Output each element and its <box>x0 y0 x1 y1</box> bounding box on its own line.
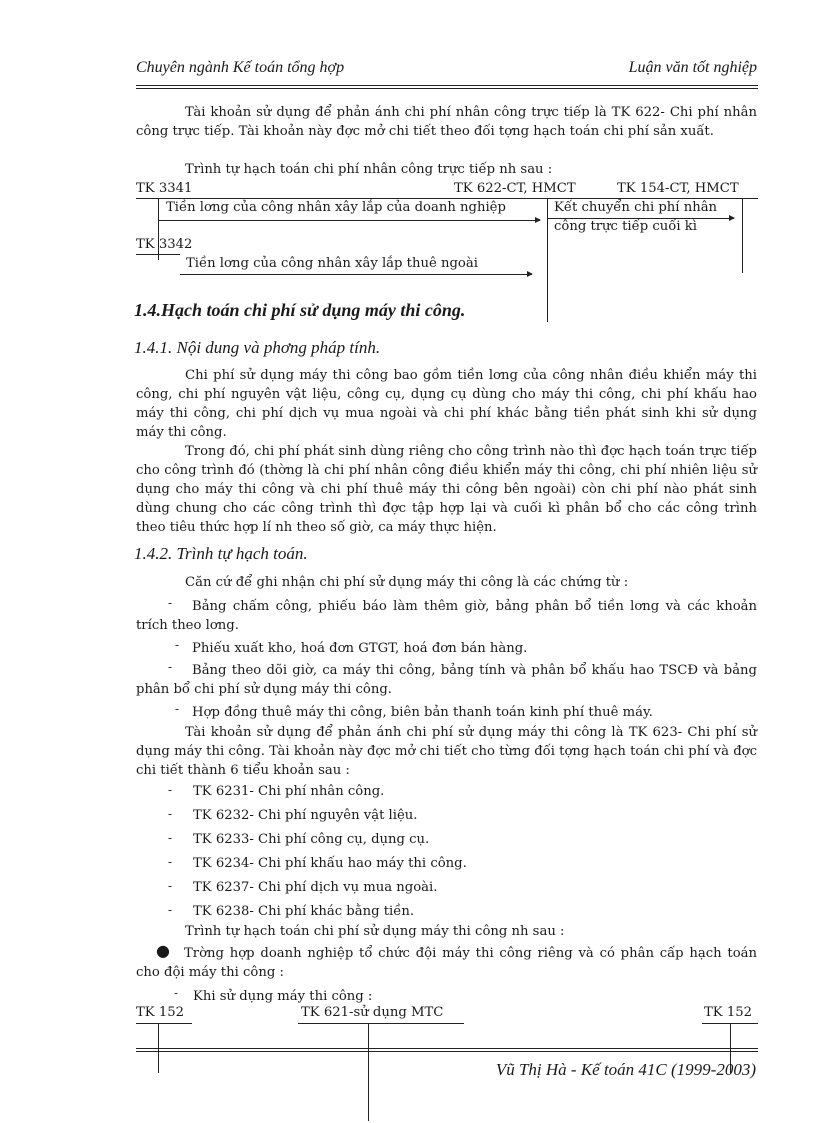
list-dash: - <box>168 879 173 893</box>
paragraph-cost-composition: Chi phí sử dụng máy thi công bao gồm tiền lơng của công nhân điều khiển máy thi công, chi phí nguyên vật liệu, công cụ, dụng cụ dùng cho máy thi công, chi phí khấu hao máy thi công, chi phí dịch vụ mua ngoài và chi phí khác bằng tiền phát sinh khi sử dụng máy thi công. <box>136 368 757 440</box>
header-rule <box>136 85 758 86</box>
list-dash: - <box>175 638 180 652</box>
account-tk3341: TK 3341 <box>136 181 193 196</box>
list-dash: - <box>168 596 173 610</box>
paragraph-documents-intro: Căn cứ để ghi nhận chi phí sử dụng máy thi công là các chứng từ : <box>185 575 629 590</box>
tk621-tline <box>368 1023 369 1121</box>
subaccount-item: TK 6232- Chi phí nguyên vật liệu. <box>193 808 418 823</box>
header-right: Luận văn tốt nghiệp <box>628 59 757 76</box>
account-tk154: TK 154-CT, HMCT <box>617 181 739 196</box>
subaccount-item: TK 6231- Chi phí nhân công. <box>193 784 385 799</box>
list-item: Hợp đồng thuê máy thi công, biên bản thanh toán kinh phí thuê máy. <box>192 705 653 720</box>
list-dash: - <box>175 702 180 716</box>
account-tk621: TK 621-sử dụng MTC <box>301 1005 444 1020</box>
header-rule-2 <box>136 88 758 89</box>
subaccount-item: TK 6238- Chi phí khác bằng tiền. <box>193 904 415 919</box>
list-item: Phiếu xuất kho, hoá đơn GTGT, hoá đơn bán hàng. <box>192 641 528 656</box>
flow-labor-outsourced: Tiền lơng của công nhân xây lắp thuê ngoài <box>186 256 478 271</box>
arrow-labor-enterprise <box>158 220 540 221</box>
subsection-heading-1-4-1: 1.4.1. Nội dung và phơng pháp tính. <box>134 338 381 357</box>
bullet-icon: ● <box>156 941 170 960</box>
account-tk152-right: TK 152 <box>704 1005 753 1020</box>
account-tk152-left: TK 152 <box>136 1005 185 1020</box>
section-heading-1-4: 1.4.Hạch toán chi phí sử dụng máy thi công. <box>134 300 466 320</box>
subaccount-item: TK 6233- Chi phí công cụ, dụng cụ. <box>193 832 430 847</box>
bullet-paragraph: Trờng hợp doanh nghiệp tổ chức đội máy thi công riêng và có phân cấp hạch toán cho đội máy thi công : <box>136 946 757 980</box>
intro-sequence-line: Trình tự hạch toán chi phí nhân công trực tiếp nh sau : <box>185 162 553 177</box>
account-tk622: TK 622-CT, HMCT <box>454 181 576 196</box>
footer-rule <box>136 1048 758 1049</box>
footer-author: Vũ Thị Hà - Kế toán 41C (1999-2003) <box>495 1060 756 1079</box>
flow-transfer-line2: công trực tiếp cuối kì <box>554 219 697 234</box>
header-left: Chuyên ngành Kế toán tổng hợp <box>136 59 345 76</box>
list-dash: - <box>168 783 173 797</box>
tk622-tline <box>547 198 548 322</box>
diagram1-baseline <box>136 198 758 199</box>
tk152-left-baseline <box>136 1023 192 1024</box>
list-dash: - <box>174 986 179 1000</box>
account-tk3342: TK 3342 <box>136 237 193 252</box>
arrow-labor-outsourced <box>180 274 532 275</box>
paragraph-tk623: Tài khoản sử dụng để phản ánh chi phí sử dụng máy thi công là TK 623- Chi phí sử dụng máy thi công. Tài khoản này đợc mở chi tiết cho từng đối tợng hạch toán chi phí và đợc chi tiết thành 6 tiểu khoản sau : <box>136 725 757 778</box>
subsection-heading-1-4-2: 1.4.2. Trình tự hạch toán. <box>134 544 308 563</box>
list-item: Bảng theo dõi giờ, ca máy thi công, bảng tính và phân bổ khấu hao TSCĐ và bảng phân bổ chi phí sử dụng máy thi công. <box>136 663 757 697</box>
list-dash: - <box>168 807 173 821</box>
list-dash: - <box>168 855 173 869</box>
flow-transfer-line1: Kết chuyển chi phí nhân <box>554 200 718 215</box>
arrow-transfer <box>548 218 734 219</box>
tk621-baseline <box>298 1023 464 1024</box>
list-dash: - <box>168 660 173 674</box>
intro-paragraph: Tài khoản sử dụng để phản ánh chi phí nhân công trực tiếp là TK 622- Chi phí nhân công trực tiếp. Tài khoản này đợc mở chi tiết theo đối tợng hạch toán chi phí sản xuất. <box>136 105 757 139</box>
footer-rule-2 <box>136 1051 758 1052</box>
subaccount-item: TK 6237- Chi phí dịch vụ mua ngoài. <box>193 880 438 895</box>
list-item: Bảng chấm công, phiếu báo làm thêm giờ, bảng phân bổ tiền lơng và các khoản trích theo lơng. <box>136 599 757 633</box>
subaccount-item: TK 6234- Chi phí khấu hao máy thi công. <box>193 856 467 871</box>
paragraph-machine-sequence: Trình tự hạch toán chi phí sử dụng máy thi công nh sau : <box>185 924 565 939</box>
list-dash: - <box>168 903 173 917</box>
paragraph-allocation: Trong đó, chi phí phát sinh dùng riêng cho công trình nào thì đợc hạch toán trực tiếp cho công trình đó (thờng là chi phí nhân công điều khiển máy thi công, chi phí nhiên liệu sử dụng cho máy thi công và chi phí thuê máy thi công bên ngoài) còn chi phí nào phát sinh dùng chung cho các công trình thì đợc tập hợp lại và cuối kì phân bổ cho các công trình theo tiêu thức hợp lí nh theo số giờ, ca máy thực hiện. <box>136 444 757 535</box>
dash-item-machine-use: Khi sử dụng máy thi công : <box>193 989 373 1004</box>
flow-labor-enterprise: Tiền lơng của công nhân xây lắp của doanh nghiệp <box>166 200 506 215</box>
tk3342-baseline <box>136 254 180 255</box>
list-dash: - <box>168 831 173 845</box>
tk154-tline <box>742 198 743 273</box>
